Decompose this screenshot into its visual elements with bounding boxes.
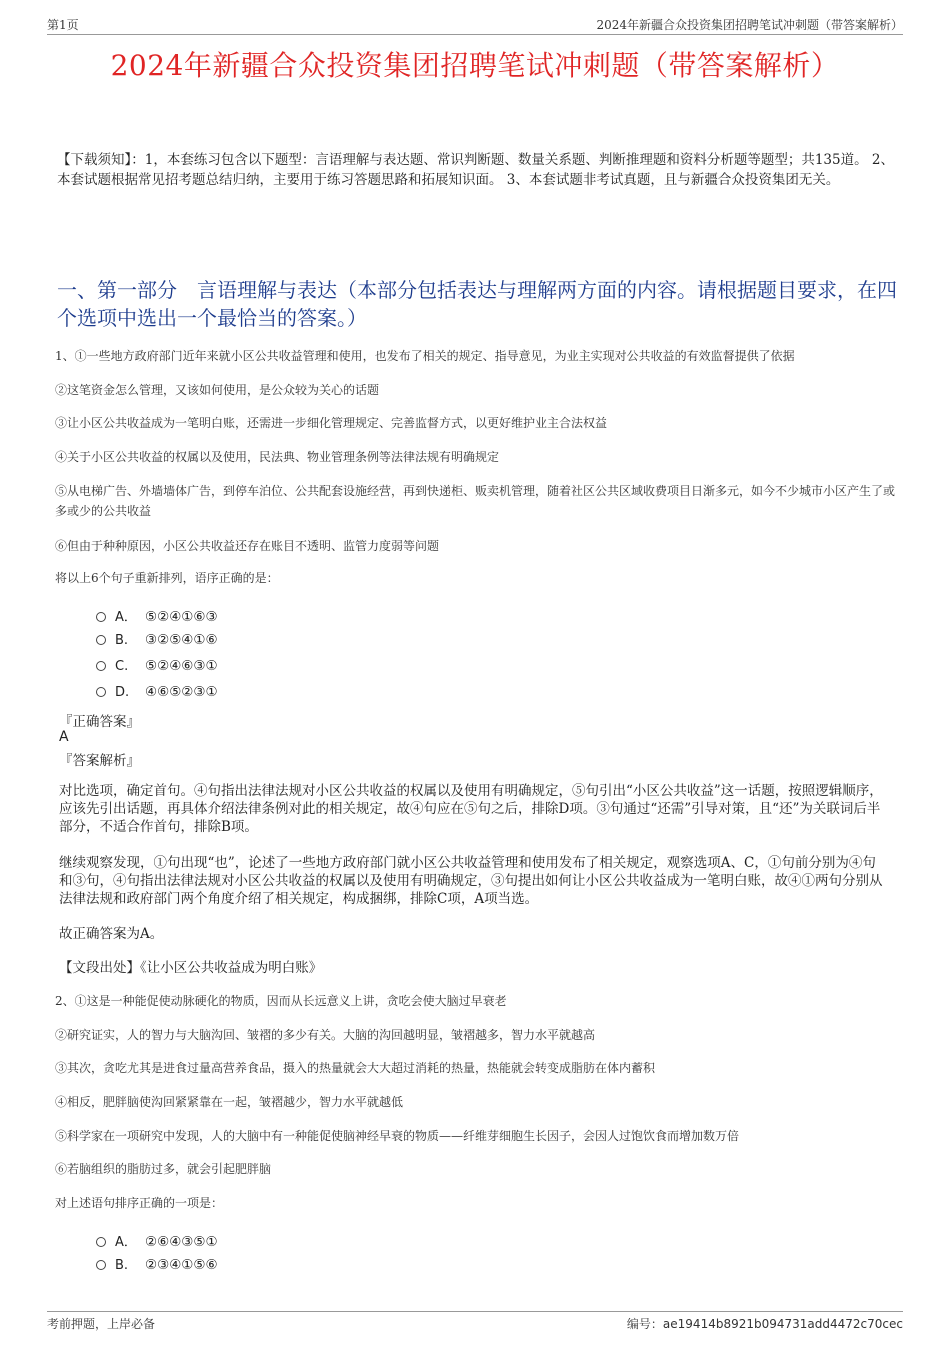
q1-line: ③让小区公共收益成为一笔明白账，还需进一步细化管理规定、完善监督方式，以更好维护业主合法权益 [55, 416, 608, 430]
radio-icon[interactable] [96, 687, 106, 697]
q1-line: ⑤从电梯广告、外墙墙体广告，到停车泊位、公共配套设施经营，再到快递柜、贩卖机管理，随着社区公共区域收费项目日渐多元，如今不少城市小区产生了或多或少的公共收益 [55, 484, 896, 518]
q1-line: ④关于小区公共收益的权属以及使用，民法典、物业管理条例等法律法规有明确规定 [55, 450, 500, 464]
q1-line: ②这笔资金怎么管理，又该如何使用，是公众较为关心的话题 [55, 383, 380, 397]
q1-option-d[interactable]: D. ④⑥⑤②③① [96, 684, 218, 700]
page-header [47, 14, 903, 35]
footer-slogan: 考前押题，上岸必备 [47, 1317, 156, 1331]
answer-label: 『正确答案』 [59, 714, 140, 730]
analysis-paragraph: 继续观察发现，①句出现“也”，论述了一些地方政府部门就小区公共收益管理和使用发布了相关规定，观察选项A、C，①句前分别为④句和③句，④句指出法律法规对小区公共收益的权属以及使用有明确规定，③句提出如何让小区公共收益成为一笔明白账，故④①两句分别从法律法规和政府部门两个角度介绍了相关规定，构成捆绑，排除C项，A项当选。 [59, 855, 883, 907]
q2-option-b[interactable]: B. ②③④①⑤⑥ [96, 1257, 218, 1273]
page-footer [47, 1311, 903, 1334]
analysis-conclusion: 故正确答案为A。 [59, 926, 164, 942]
q1-option-a[interactable]: A． ⑤②④①⑥③ [96, 606, 218, 625]
q1-line: ⑥但由于种种原因，小区公共收益还存在账目不透明、监管力度弱等问题 [55, 539, 440, 553]
section-title: 一、第一部分 言语理解与表达（本部分包括表达与理解两方面的内容。请根据题目要求，在四个选项中选出一个最恰当的答案。） [57, 278, 897, 330]
q2-line: 2、①这是一种能促使动脉硬化的物质，因而从长远意义上讲，贪吃会使大脑过早衰老 [55, 994, 507, 1008]
radio-icon[interactable] [96, 661, 106, 671]
radio-icon[interactable] [96, 612, 106, 622]
radio-icon[interactable] [96, 1260, 106, 1270]
q1-option-b[interactable]: B. ③②⑤④①⑥ [96, 632, 218, 648]
document-title: 2024年新疆合众投资集团招聘笔试冲刺题（带答案解析） [110, 49, 840, 82]
q2-option-a[interactable]: A． ②⑥④③⑤① [96, 1231, 218, 1250]
q2-line: ②研究证实，人的智力与大脑沟回、皱褶的多少有关。大脑的沟回越明显，皱褶越多，智力水平就越高 [55, 1028, 596, 1042]
q2-line: ④相反，肥胖脑使沟回紧紧靠在一起，皱褶越少，智力水平就越低 [55, 1095, 404, 1109]
q2-prompt: 对上述语句排序正确的一项是： [55, 1196, 224, 1210]
page-number: 第1页 [47, 18, 79, 32]
q2-line: ⑤科学家在一项研究中发现，人的大脑中有一种能促使脑神经早衰的物质——纤维芽细胞生长因子，会因人过饱饮食而增加数万倍 [55, 1129, 740, 1143]
q1-prompt: 将以上6个句子重新排列，语序正确的是： [55, 571, 279, 585]
answer-value: A [59, 729, 69, 745]
q1-option-c[interactable]: C. ⑤②④⑥③① [96, 658, 218, 674]
source-citation: 【文段出处】《让小区公共收益成为明白账》 [59, 960, 323, 976]
radio-icon[interactable] [96, 635, 106, 645]
q2-line: ③其次，贪吃尤其是进食过量高营养食品，摄入的热量就会大大超过消耗的热量，热能就会转变成脂肪在体内蓄积 [55, 1061, 656, 1075]
radio-icon[interactable] [96, 1237, 106, 1247]
header-doc-title: 2024年新疆合众投资集团招聘笔试冲刺题（带答案解析） [596, 18, 903, 32]
footer-code: 编号：ae19414b8921b094731add4472c70cec [626, 1317, 903, 1331]
analysis-paragraph: 对比选项，确定首句。④句指出法律法规对小区公共收益的权属以及使用有明确规定，⑤句引出“小区公共收益”这一话题，按照逻辑顺序，应该先引出话题，再具体介绍法律条例对此的相关规定，故④句应在⑤句之后，排除D项。③句通过“还需”引导对策，且“还”为关联词后半部分，不适合作首句，排除B项。 [59, 783, 883, 835]
q1-line: 1、①一些地方政府部门近年来就小区公共收益管理和使用，也发布了相关的规定、指导意见，为业主实现对公共收益的有效监督提供了依据 [55, 349, 795, 363]
q2-line: ⑥若脑组织的脂肪过多，就会引起肥胖脑 [55, 1162, 272, 1176]
analysis-label: 『答案解析』 [59, 753, 140, 769]
download-notice: 【下载须知】：1，本套练习包含以下题型：言语理解与表达题、常识判断题、数量关系题、判断推理题和资料分析题等题型；共135道。 2、本套试题根据常见招考题总结归纳，主要用于练习答题思路和拓展知识面。 3、本套试题非考试真题，且与新疆合众投资集团无关。 [57, 152, 894, 188]
